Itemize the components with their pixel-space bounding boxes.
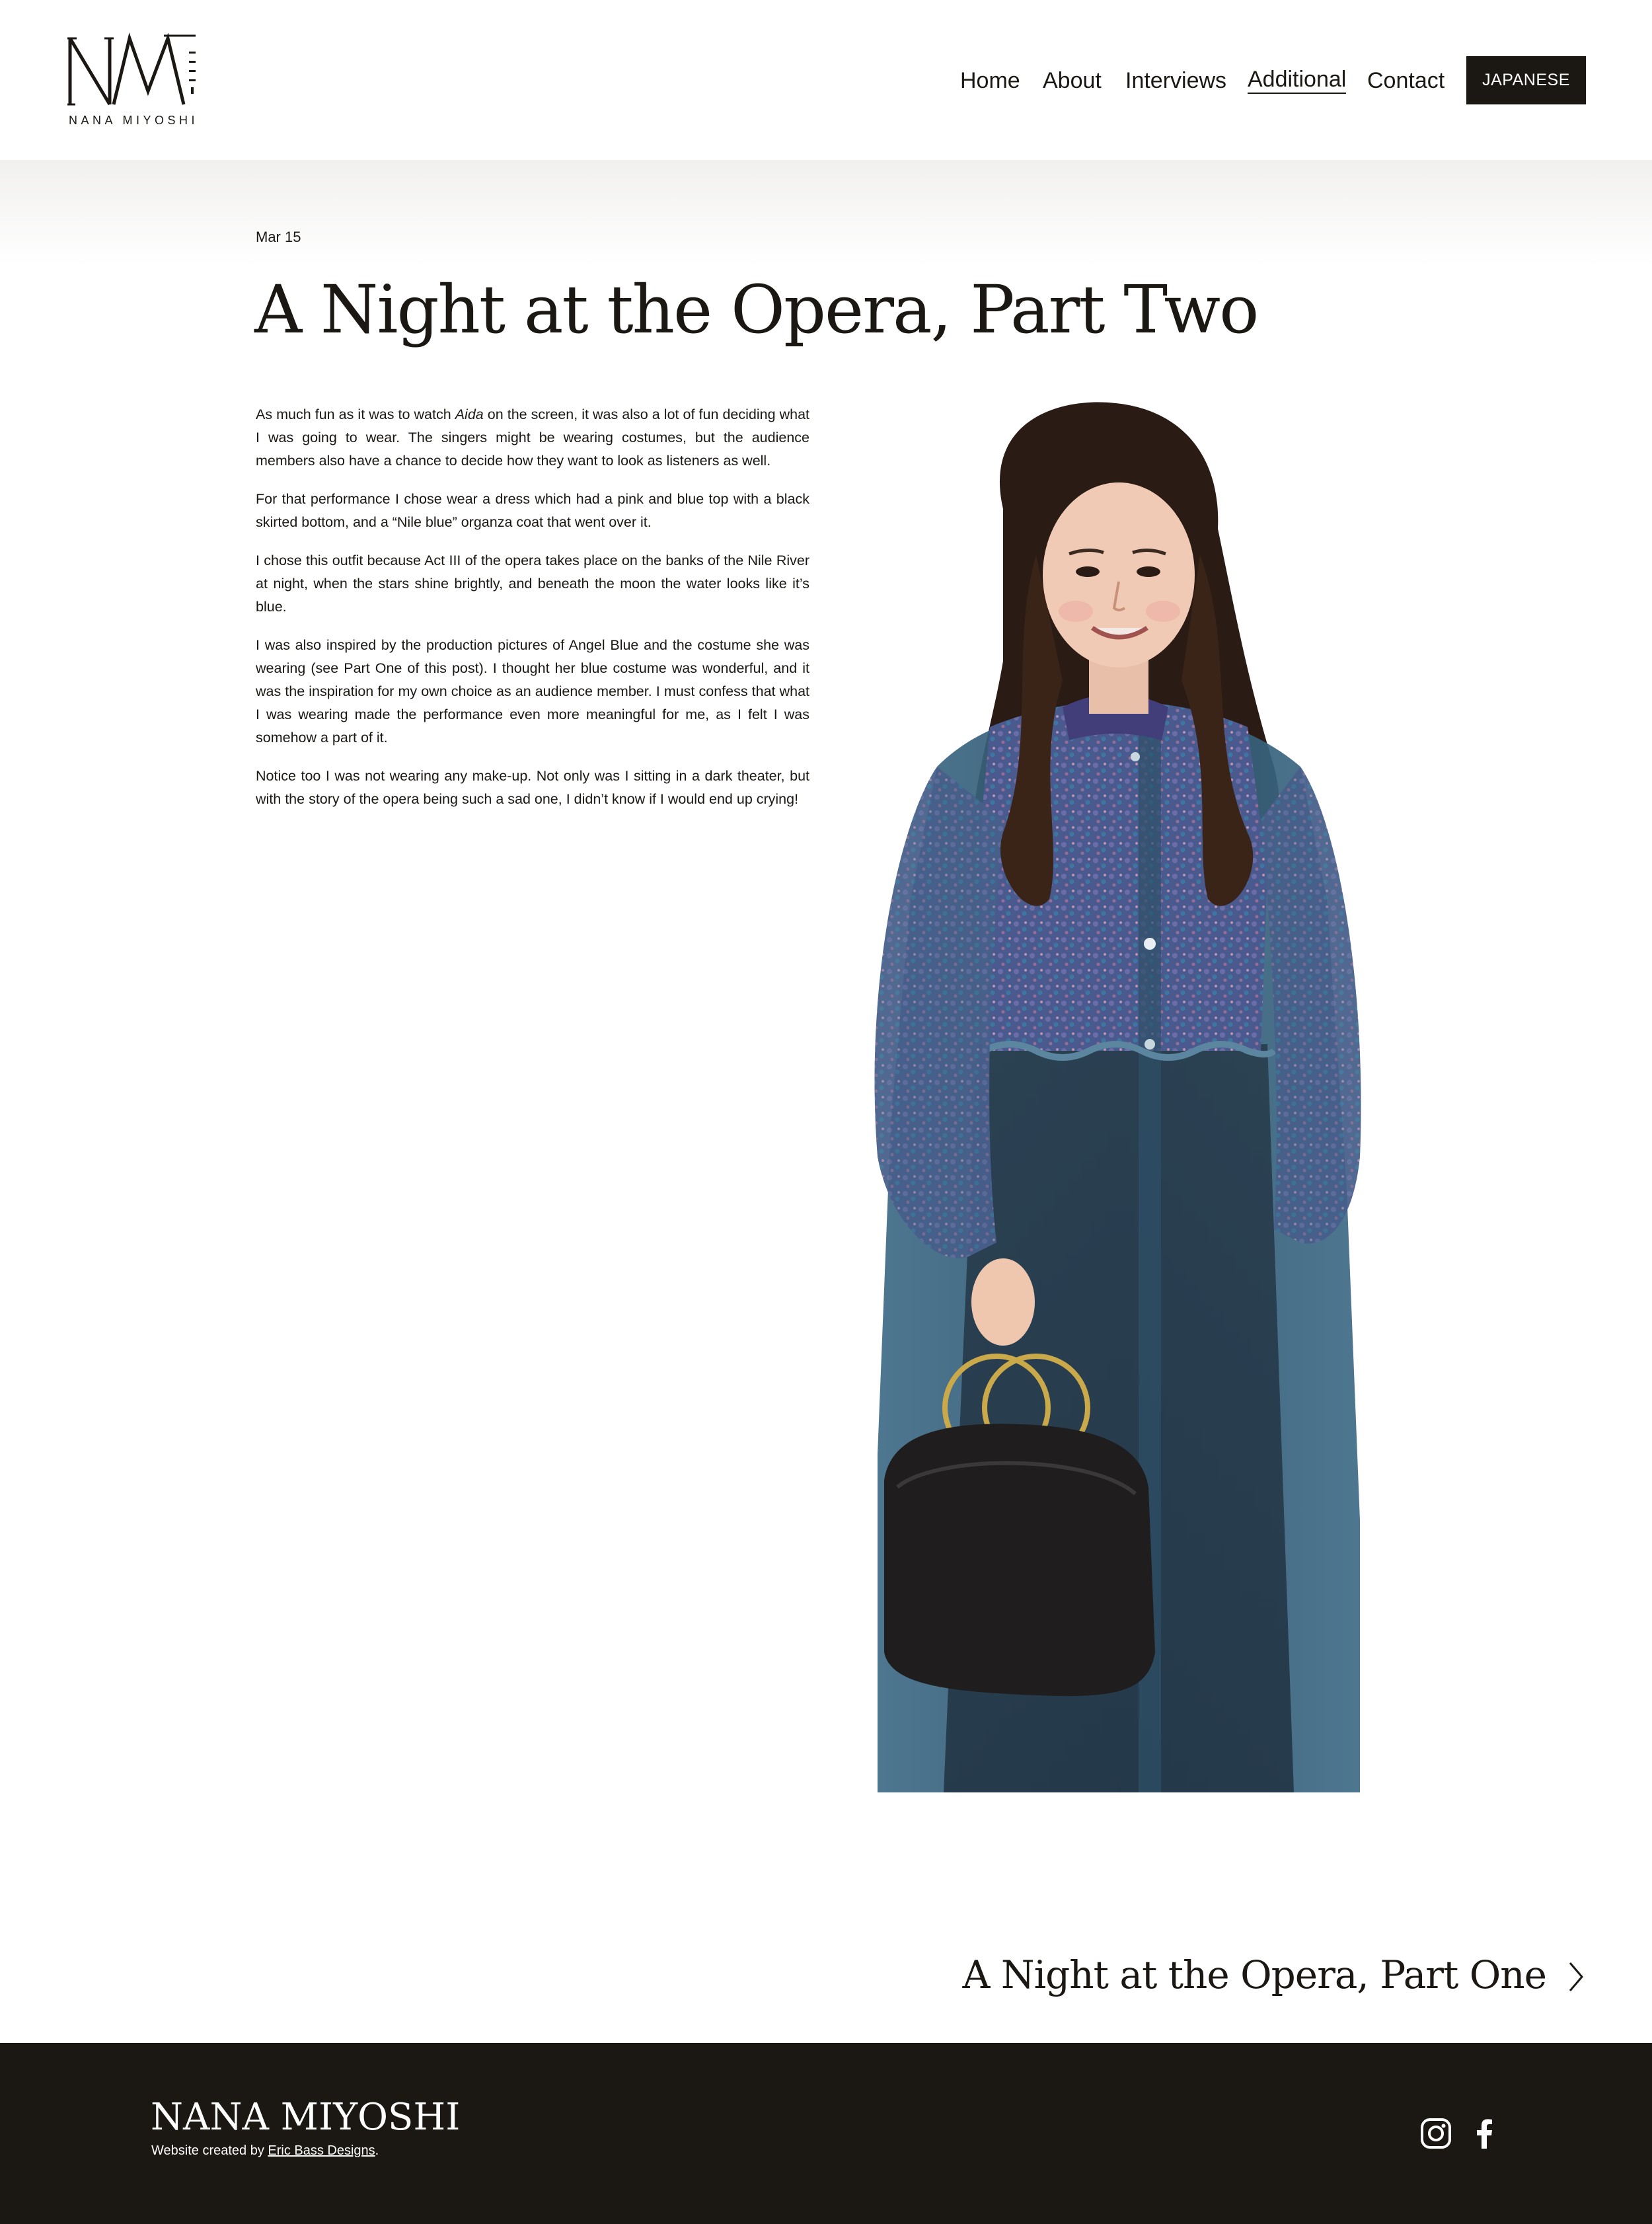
footer-credit: Website created by Eric Bass Designs. xyxy=(151,2143,379,2158)
post-paragraph-3: I chose this outfit because Act III of the opera takes place on the banks of the Nile River at night, when the stars shine brightly, and beneath the moon the water looks like it’s blue. xyxy=(256,553,809,615)
site-footer xyxy=(0,2043,1652,2224)
next-post-title: A Night at the Opera, Part One xyxy=(962,1952,1546,1997)
nav-additional[interactable]: Additional xyxy=(1248,66,1346,94)
instagram-icon xyxy=(1419,2117,1452,2150)
chevron-right-icon xyxy=(1566,1959,1586,1995)
header-shadow xyxy=(0,160,1652,266)
opera-title: Aida xyxy=(455,406,484,422)
post-date: Mar 15 xyxy=(256,229,301,245)
nav-home[interactable]: Home xyxy=(960,68,1020,93)
site-header xyxy=(0,0,1652,160)
nav-contact[interactable]: Contact xyxy=(1367,68,1445,93)
post-paragraph-5: Notice too I was not wearing any make-up. Not only was I sitting in a dark theater, but with the story of the opera being such a sad one, I didn’t know if I would end up crying! xyxy=(256,768,809,807)
japanese-language-button[interactable]: JAPANESE xyxy=(1466,56,1586,104)
outfit-photo xyxy=(838,397,1400,1796)
facebook-link[interactable] xyxy=(1468,2117,1501,2150)
main-nav xyxy=(0,66,1652,95)
footer-site-name: NANA MIYOSHI xyxy=(151,2096,461,2139)
post-paragraph-2: For that performance I chose wear a dress which had a pink and blue top with a black skirted bottom, and a “Nile blue” organza coat that went over it. xyxy=(256,491,809,530)
post-paragraph-1: As much fun as it was to watch Aida on the screen, it was also a lot of fun deciding what I was going to wear. The singers might be wearing costumes, but the audience members also have a chance to decide how they want to look as listeners as well. xyxy=(256,406,809,469)
post-body xyxy=(256,403,809,826)
next-post-link[interactable] xyxy=(962,1947,1586,2007)
nav-about[interactable]: About xyxy=(1043,68,1102,93)
post-title: A Night at the Opera, Part Two xyxy=(254,271,1258,348)
designer-link[interactable]: Eric Bass Designs xyxy=(268,2143,375,2158)
logo-text: NANA MIYOSHI xyxy=(69,114,199,127)
instagram-link[interactable] xyxy=(1419,2117,1452,2150)
post-paragraph-4: I was also inspired by the production pictures of Angel Blue and the costume she was wearing (see Part One of this post). I thought her blue costume was wonderful, and it was the inspiration for my own choice as an audience member. I must confess that what I was wearing made the performance even more meaningful for me, as I felt I was somehow a part of it. xyxy=(256,637,809,746)
facebook-icon xyxy=(1468,2117,1501,2150)
nav-interviews[interactable]: Interviews xyxy=(1125,68,1227,93)
